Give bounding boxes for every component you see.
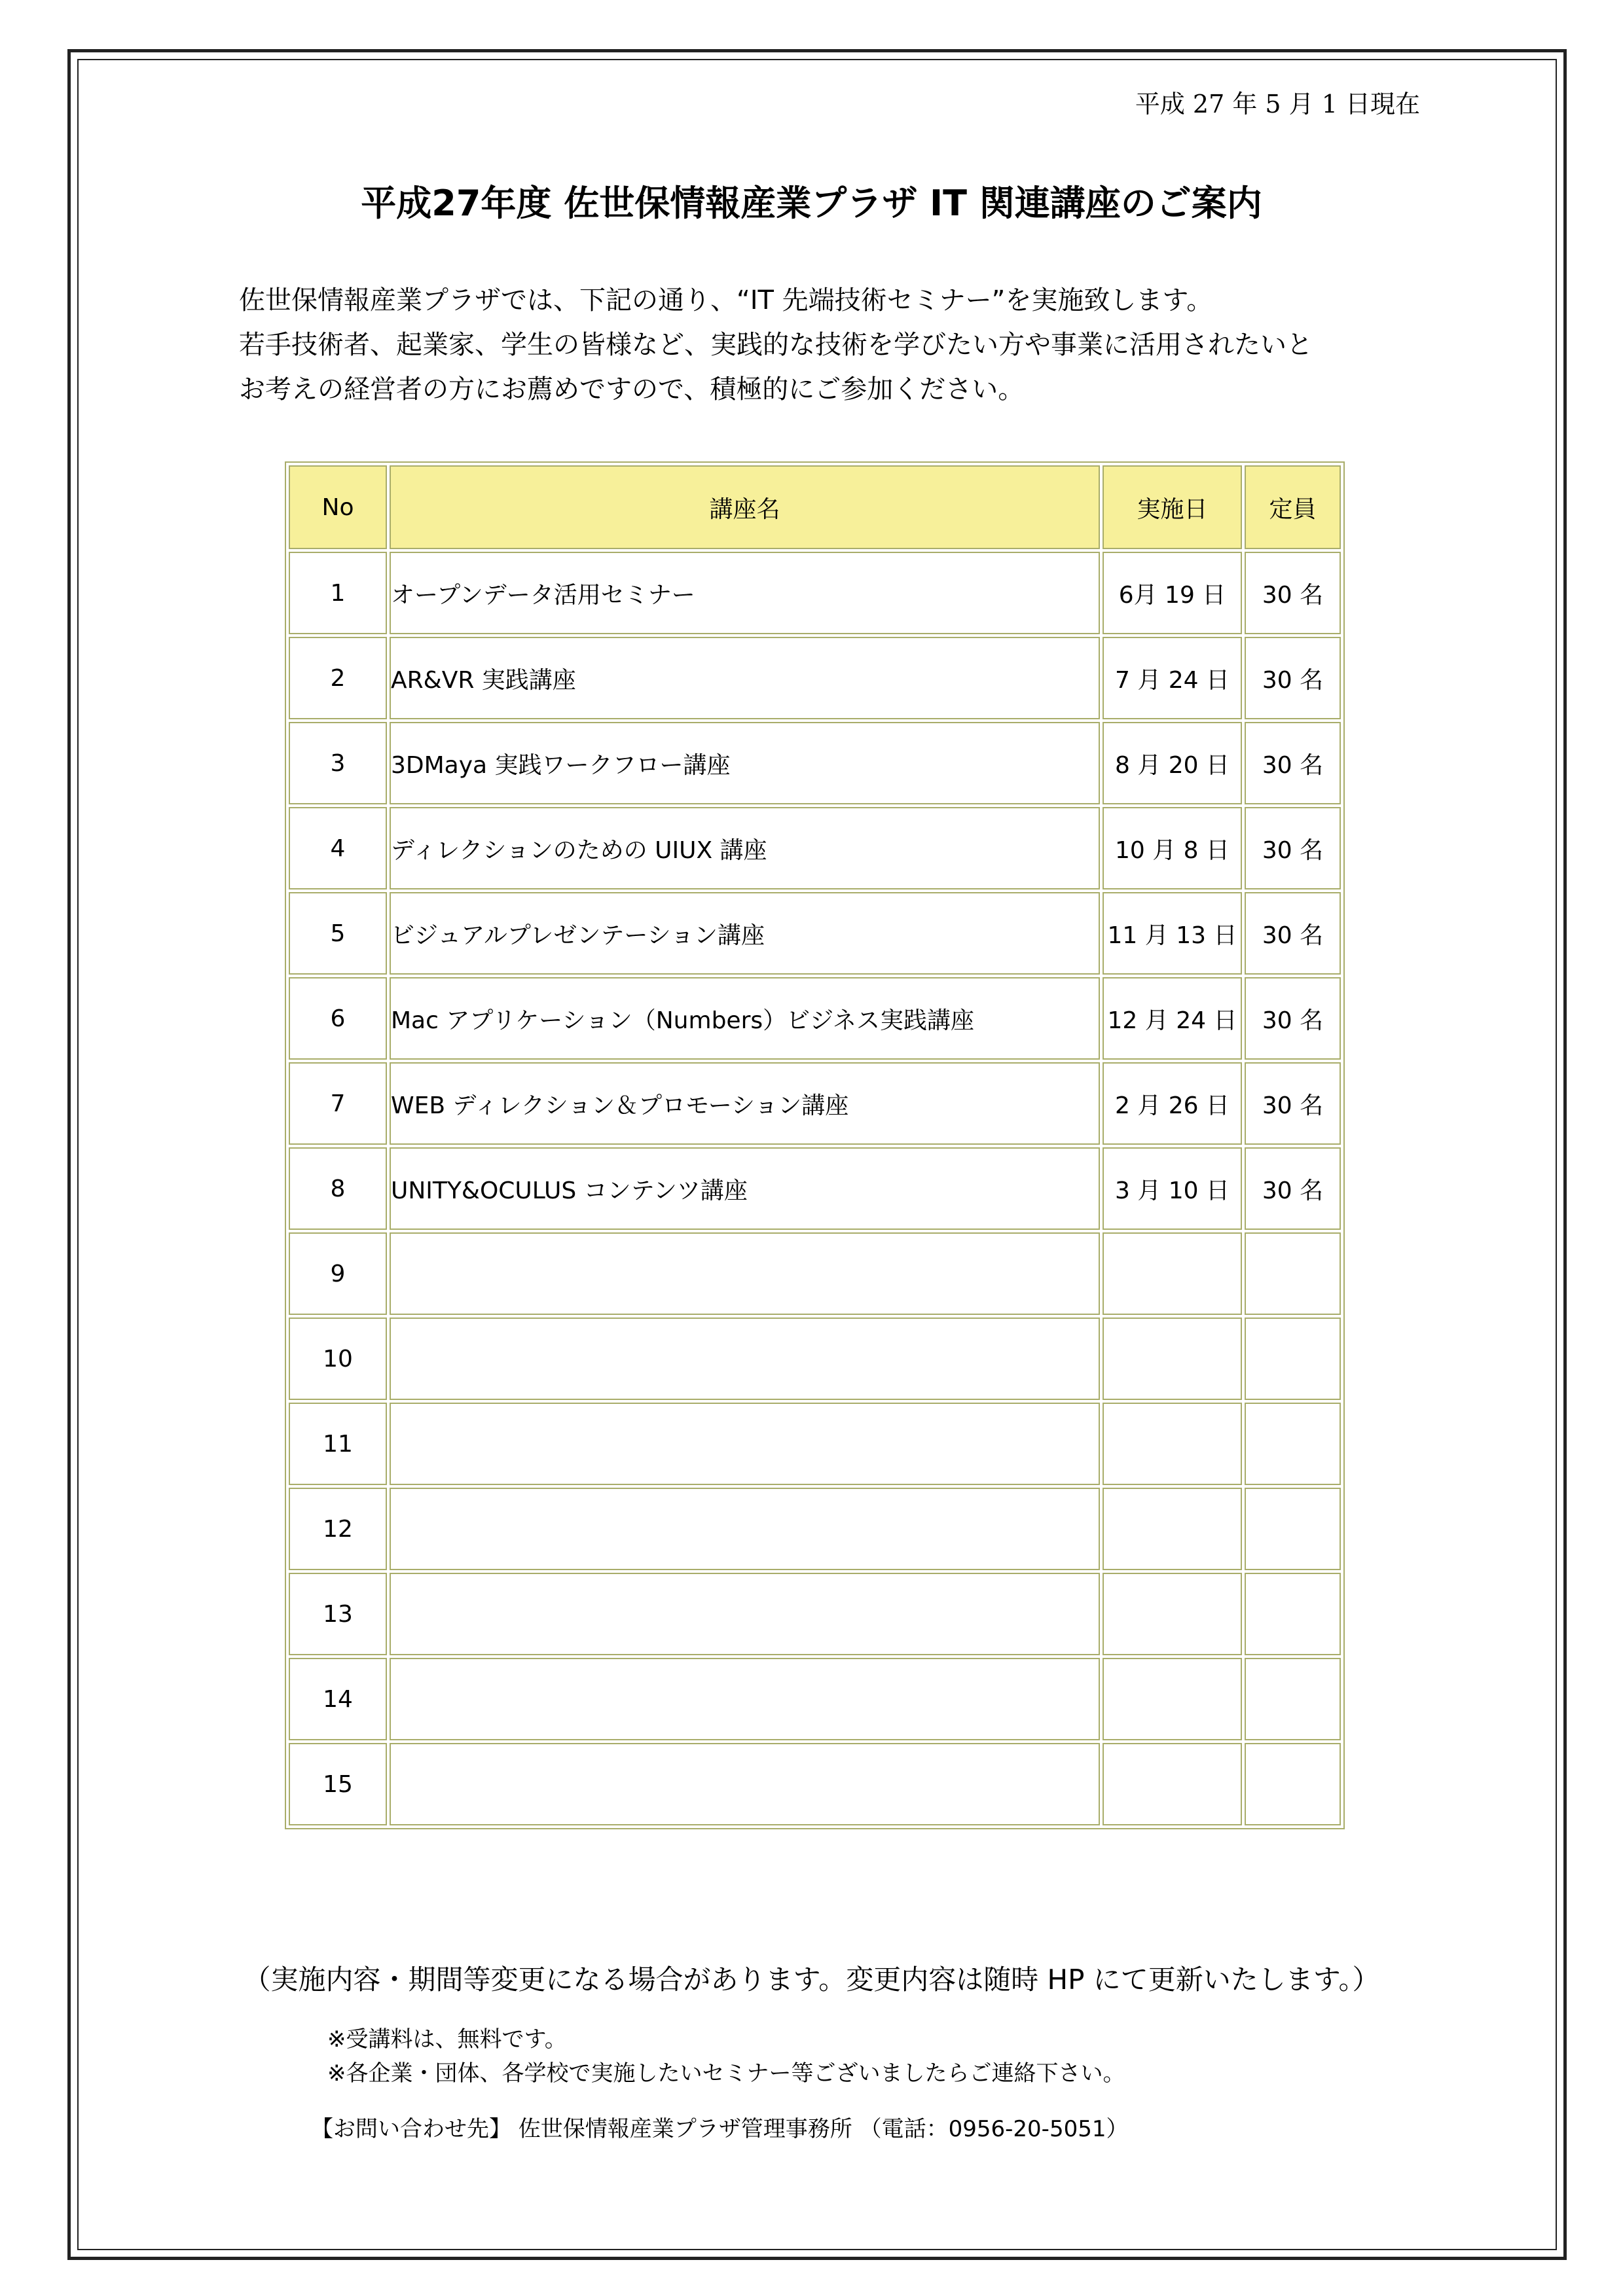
row-date: 12 月 24 日: [1103, 977, 1242, 1060]
row-capacity: [1245, 1743, 1341, 1825]
row-no: 3: [289, 722, 387, 804]
table-row: [289, 1573, 1341, 1655]
header-no: No: [289, 465, 387, 549]
header-date: 実施日: [1103, 465, 1242, 549]
row-capacity: [1245, 1573, 1341, 1655]
row-capacity: 30 名: [1245, 807, 1341, 889]
row-capacity: [1245, 1318, 1341, 1400]
table-row: [289, 1232, 1341, 1315]
row-course-name: [390, 1232, 1100, 1315]
table-row: [289, 1403, 1341, 1485]
row-course-name: Mac アプリケーション（Numbers）ビジネス実践講座: [390, 977, 1100, 1060]
row-course-name: UNITY&OCULUS コンテンツ講座: [390, 1147, 1100, 1230]
row-date: [1103, 1573, 1242, 1655]
table-row: [289, 552, 1341, 634]
row-capacity: 30 名: [1245, 1062, 1341, 1145]
row-course-name: [390, 1403, 1100, 1485]
row-course-name: [390, 1658, 1100, 1740]
contact-info: 【お問い合わせ先】 佐世保情報産業プラザ管理事務所 （電話：0956-20-5051）: [311, 2116, 1129, 2142]
row-course-name: WEB ディレクション＆プロモーション講座: [390, 1062, 1100, 1145]
row-no: 10: [289, 1318, 387, 1400]
notes-list: [327, 2022, 1125, 2090]
row-date: 11 月 13 日: [1103, 892, 1242, 975]
row-no: 15: [289, 1743, 387, 1825]
change-note: （実施内容・期間等変更になる場合があります。変更内容は随時 HP にて更新いたします。）: [243, 1964, 1380, 1996]
row-no: 11: [289, 1403, 387, 1485]
header-capacity: 定員: [1245, 465, 1341, 549]
as-of-date: 平成 27 年 5 月 1 日現在: [1135, 90, 1420, 118]
course-table-container: [285, 461, 1342, 1829]
note-fee: ※受講料は、無料です。: [327, 2026, 567, 2053]
table-row: [289, 1743, 1341, 1825]
row-date: [1103, 1658, 1242, 1740]
row-date: 7 月 24 日: [1103, 637, 1242, 719]
row-no: 4: [289, 807, 387, 889]
row-capacity: [1245, 1403, 1341, 1485]
table-row: [289, 637, 1341, 719]
table-row: [289, 1318, 1341, 1400]
page-title: 平成27年度 佐世保情報産業プラザ IT 関連講座のご案内: [361, 183, 1262, 224]
row-date: [1103, 1232, 1242, 1315]
row-no: 6: [289, 977, 387, 1060]
row-no: 2: [289, 637, 387, 719]
table-body: [289, 552, 1341, 1825]
row-date: 3 月 10 日: [1103, 1147, 1242, 1230]
row-course-name: AR&VR 実践講座: [390, 637, 1100, 719]
row-date: 6月 19 日: [1103, 552, 1242, 634]
intro-line-2: 若手技術者、起業家、学生の皆様など、実践的な技術を学びたい方や事業に活用されたいと: [239, 330, 1313, 360]
header-course-name: 講座名: [390, 465, 1100, 549]
row-date: 2 月 26 日: [1103, 1062, 1242, 1145]
note-request: ※各企業・団体、各学校で実施したいセミナー等ございましたらご連絡下さい。: [327, 2060, 1125, 2087]
row-capacity: 30 名: [1245, 977, 1341, 1060]
row-course-name: [390, 1318, 1100, 1400]
row-capacity: 30 名: [1245, 552, 1341, 634]
table-row: [289, 722, 1341, 804]
row-no: 9: [289, 1232, 387, 1315]
row-no: 12: [289, 1488, 387, 1570]
table-row: [289, 1062, 1341, 1145]
table-row: [289, 807, 1341, 889]
row-capacity: [1245, 1658, 1341, 1740]
row-capacity: [1245, 1488, 1341, 1570]
intro-line-3: お考えの経営者の方にお薦めですので、積極的にご参加ください。: [239, 374, 1025, 404]
table-row: [289, 1658, 1341, 1740]
row-course-name: [390, 1573, 1100, 1655]
row-no: 7: [289, 1062, 387, 1145]
row-course-name: [390, 1743, 1100, 1825]
row-capacity: 30 名: [1245, 892, 1341, 975]
table-row: [289, 977, 1341, 1060]
table-row: [289, 1147, 1341, 1230]
row-capacity: 30 名: [1245, 722, 1341, 804]
table-row: [289, 892, 1341, 975]
row-course-name: [390, 1488, 1100, 1570]
table-row: [289, 1488, 1341, 1570]
row-course-name: 3DMaya 実践ワークフロー講座: [390, 722, 1100, 804]
row-date: [1103, 1743, 1242, 1825]
row-no: 13: [289, 1573, 387, 1655]
row-capacity: [1245, 1232, 1341, 1315]
row-capacity: 30 名: [1245, 1147, 1341, 1230]
row-no: 14: [289, 1658, 387, 1740]
row-date: 10 月 8 日: [1103, 807, 1242, 889]
row-no: 8: [289, 1147, 387, 1230]
row-date: [1103, 1403, 1242, 1485]
row-course-name: オープンデータ活用セミナー: [390, 552, 1100, 634]
row-date: [1103, 1488, 1242, 1570]
course-table: [285, 461, 1345, 1829]
row-course-name: ディレクションのための UIUX 講座: [390, 807, 1100, 889]
row-date: [1103, 1318, 1242, 1400]
row-capacity: 30 名: [1245, 637, 1341, 719]
row-no: 5: [289, 892, 387, 975]
table-header-row: [289, 465, 1341, 549]
intro-paragraph: [239, 278, 1483, 412]
row-no: 1: [289, 552, 387, 634]
row-date: 8 月 20 日: [1103, 722, 1242, 804]
intro-line-1: 佐世保情報産業プラザでは、下記の通り、“IT 先端技術セミナー”を実施致します。: [239, 285, 1213, 315]
row-course-name: ビジュアルプレゼンテーション講座: [390, 892, 1100, 975]
